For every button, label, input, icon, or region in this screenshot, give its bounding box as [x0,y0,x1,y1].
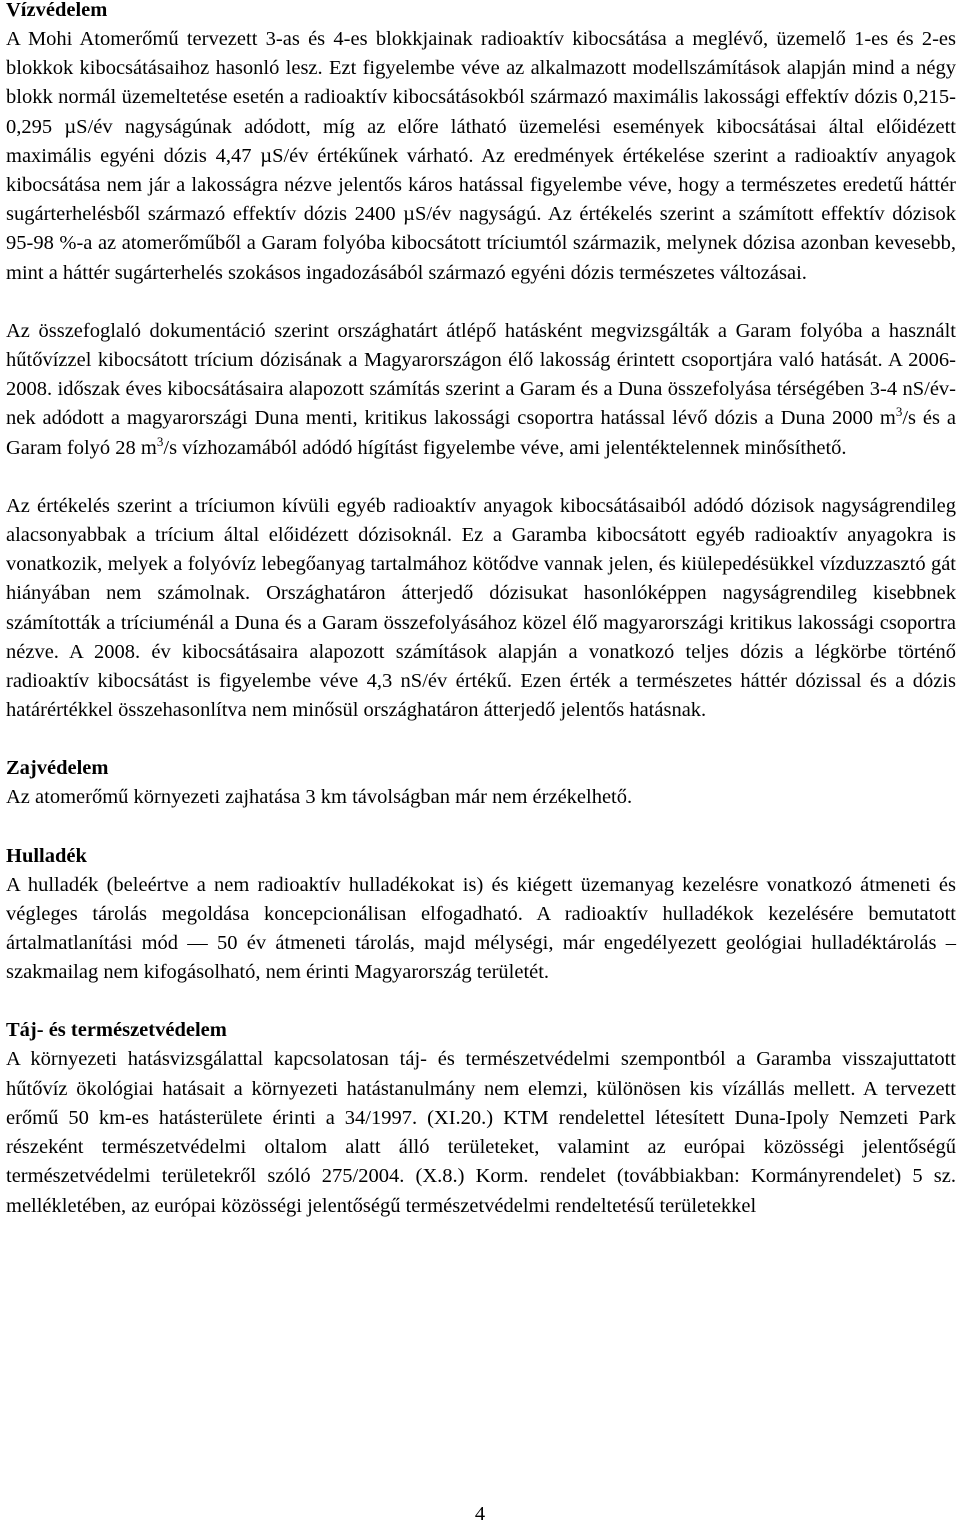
paragraph-text: /s vízhozamából adódó hígítást figyelembe véve, ami jelentéktelennek minősíthető. [163,436,847,459]
paragraph-text: Az összefoglaló dokumentáció szerint országhatárt átlépő hatásként megvizsgálták a Garam folyóba a használt hűtővízzel kibocsátott trícium dózisának a Magyarországon élő lakosság érintett csoportjára való hatását. A 2006-2008. időszak éves kibocsátásaira alapozott számítás szerint a Garam és a Duna összefolyása térségében 3-4 nS/év-nek adódott a magyarországi Duna menti, kritikus lakossági csoportra hatással lévő dózis a Duna 2000 m [6,319,956,430]
section-zajvedelem [6,754,956,812]
paragraph-cross-border-tritium [6,317,956,463]
paragraph-nature-protection: A környezeti hatásvizsgálattal kapcsolatosan táj- és természetvédelmi szempontból a Garamba visszajuttatott hűtővíz ökológiai hatásait a környezeti hatástanulmány nem elemzi, különösen kis vízállás mellett. A tervezett erőmű 50 km-es hatásterülete érinti a 34/1997. (XI.20.) KTM rendelettel létesített Duna-Ipoly Nemzeti Park részeként természetvédelmi oltalom alatt álló területeket, valamint az európai közösségi jelentőségű természetvédelmi területekről szóló 275/2004. (X.8.) Korm. rendelet (továbbiakban: Kormányrendelet) 5 sz. mellékletében, az európai közösségi jelentőségű természetvédelmi rendeltetésű területekkel [6,1048,956,1217]
section-hulladek [6,842,956,988]
section-taj-termeszetvedelem [6,1016,956,1220]
section-title-taj: Táj- és természetvédelem [6,1019,227,1042]
superscript: 3 [895,404,903,420]
section-vizvedelem [6,0,956,725]
section-title-hulladek: Hulladék [6,844,87,867]
paragraph-other-radioactive: Az értékelés szerint a tríciumon kívüli egyéb radioaktív anyagok kibocsátásaiból adódó dózisok nagyságrendileg alacsonyabbak a trícium által előidézett dózisoknál. Ez a Garamba kibocsátott egyéb radioaktív anyagokra is vonatkozik, melyek a folyóvíz lebegőanyag tartalmához kötődve vannak jelen, és kiülepedésükkel vízduzzasztó gát hiányában nem számolnak. Országhatáron átterjedő dózisukat hasonlóképpen nagyságrendileg kisebbnek számították a tríciuménál a Duna és a Garam összefolyásához közel élő magyarországi kritikus lakossági csoportra nézve. A 2008. év kibocsátásaira alapozott számítások alapján a vonatkozó teljes dózis a légkörbe történő radioaktív kibocsátást is figyelembe véve 4,3 nS/év értékű. Ezen érték a természetes háttér dózissal és a dózis határértékkel összehasonlítva nem minősül országhatáron átterjedő jelentős hatásnak. [6,494,956,722]
section-title-vizvedelem: Vízvédelem [6,0,108,21]
paragraph-noise: Az atomerőmű környezeti zajhatása 3 km távolságban már nem érzékelhető. [6,786,633,809]
paragraph-text: /s és a Garam folyó 28 m [6,407,956,459]
paragraph-radioactive-emission: A Mohi Atomerőmű tervezett 3-as és 4-es blokkjainak radioaktív kibocsátása a meglévő, üzemelő 1-es és 2-es blokkok kibocsátásaihoz hasonló lesz. Ezt figyelembe véve az alkalmazott modellszámítások alapján mind a négy blokk normál üzemeltetése esetén a radioaktív kibocsátásokból származó maximális lakossági effektív dózis 0,215-0,295 µS/év nagyságúnak adódott, míg az előre látható üzemelési események kibocsátásai által előidézett maximális egyéni dózis 4,47 µS/év értékűnek várható. Az eredmények értékelése szerint a radioaktív anyagok kibocsátása nem jár a lakosságra nézve jelentős káros hatással figyelembe véve, hogy a természetes eredetű háttér sugárterhelésből származó effektív dózis 2400 µS/év nagyságú. Az értékelés szerint a számított effektív dózisok 95-98 %-a az atomerőműből a Garam folyóba kibocsátott tríciumtól származik, melynek dózisa azonban kevesebb, mint a háttér sugárterhelés szokásos ingadozásából származó egyéni dózis természetes változásai. [6,28,956,284]
document-page [6,0,956,1221]
paragraph-waste: A hulladék (beleértve a nem radioaktív hulladékokat is) és kiégett üzemanyag kezelésre vonatkozó átmeneti és végleges tárolás megoldása koncepcionálisan elfogadható. A radioaktív hulladékok kezelésére bemutatott ártalmatlanítási mód — 50 év átmeneti tárolás, majd mélységi, már engedélyezett geológiai hulladéktárolás – szakmailag nem kifogásolható, nem érinti Magyarország területét. [6,873,956,984]
superscript: 3 [156,433,164,449]
section-title-zajvedelem: Zajvédelem [6,757,109,780]
page-number: 4 [474,1503,486,1525]
